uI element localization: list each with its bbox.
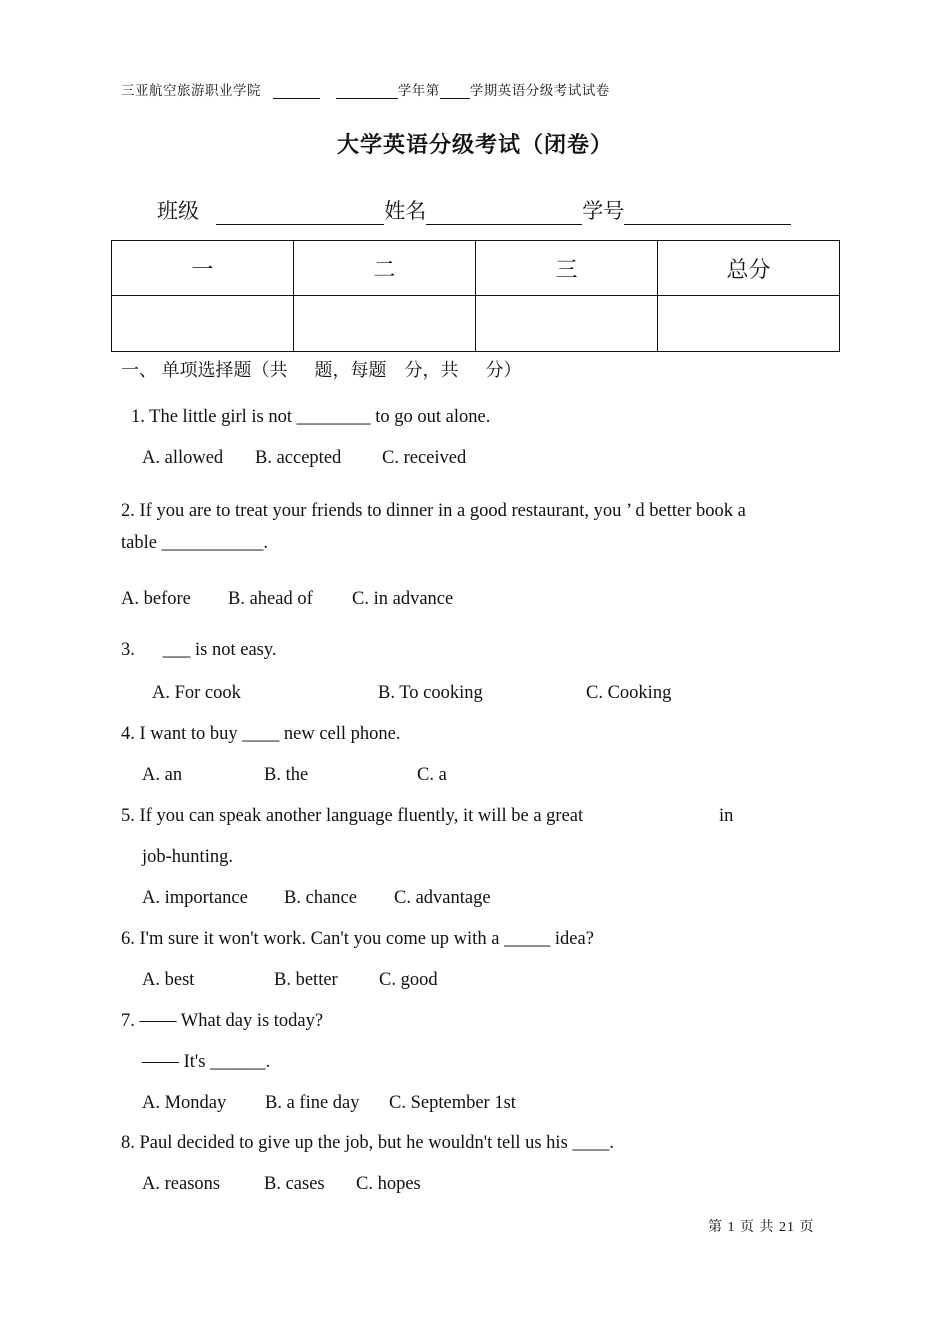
class-label: 班级 <box>157 199 199 223</box>
question-stem: 7. —— What day is today? <box>121 1011 324 1031</box>
question-option: A. before <box>121 589 191 609</box>
question-option: B. the <box>264 765 309 785</box>
year-suffix: 学年第 <box>397 83 440 98</box>
question-option: A. For cook <box>152 683 241 703</box>
score-value-cell[interactable] <box>112 296 294 352</box>
question-stem-continued: job-hunting. <box>142 847 233 867</box>
score-value-cell[interactable] <box>476 296 658 352</box>
question-option: A. Monday <box>142 1093 227 1113</box>
question-option: C. good <box>379 970 438 990</box>
score-table-value-row <box>112 296 840 352</box>
question-option: B. cases <box>264 1174 325 1194</box>
blank-line <box>273 84 320 99</box>
question-stem-tail: in <box>719 806 734 826</box>
score-header-cell: 二 <box>294 241 476 296</box>
question-option: C. received <box>382 448 467 468</box>
name-label: 姓名 <box>384 199 427 223</box>
score-table-header-row <box>112 241 840 296</box>
student-info <box>157 195 791 225</box>
question-option: B. better <box>274 970 338 990</box>
section-title: 一、 单项选择题（共 题，每题 分，共 分） <box>121 360 522 380</box>
question-option: B. chance <box>284 888 357 908</box>
question-option: C. Cooking <box>586 683 672 703</box>
question-option: B. accepted <box>255 448 342 468</box>
question-stem: 6. I'm sure it won't work. Can't you come up with a _____ idea? <box>121 929 594 949</box>
question-option: A. allowed <box>142 448 224 468</box>
question-stem: 2. If you are to treat your friends to dinner in a good restaurant, you ’ d better book a <box>121 501 746 521</box>
student-id-field[interactable] <box>624 200 791 225</box>
score-value-cell[interactable] <box>294 296 476 352</box>
exam-title: 大学英语分级考试（闭卷） <box>336 132 613 157</box>
question-stem: 8. Paul decided to give up the job, but he wouldn't tell us his ____. <box>121 1133 615 1153</box>
score-value-cell[interactable] <box>658 296 840 352</box>
name-field[interactable] <box>426 200 582 225</box>
school-name: 三亚航空旅游职业学院 <box>121 83 261 98</box>
term-suffix: 学期英语分级考试试卷 <box>469 83 610 98</box>
question-option: A. best <box>142 970 195 990</box>
question-stem: 3. ___ is not easy. <box>121 640 277 660</box>
score-header-cell: 总分 <box>658 241 840 296</box>
question-option: C. in advance <box>352 589 454 609</box>
question-option: B. To cooking <box>378 683 483 703</box>
question-stem: 1. The little girl is not ________ to go out alone. <box>131 407 491 427</box>
question-option: A. an <box>142 765 183 785</box>
question-option: C. a <box>417 765 447 785</box>
exam-header <box>121 79 610 99</box>
question-option: C. advantage <box>394 888 491 908</box>
score-header-cell: 一 <box>112 241 294 296</box>
score-header-cell: 三 <box>476 241 658 296</box>
question-option: B. ahead of <box>228 589 313 609</box>
question-option: A. importance <box>142 888 248 908</box>
id-label: 学号 <box>582 199 625 223</box>
score-table <box>111 240 840 352</box>
question-stem: 4. I want to buy ____ new cell phone. <box>121 724 401 744</box>
question-option: C. September 1st <box>389 1093 516 1113</box>
question-option: A. reasons <box>142 1174 221 1194</box>
term-blank <box>440 84 470 99</box>
question-stem: 5. If you can speak another language fluently, it will be a great <box>121 806 584 826</box>
year-blank <box>336 84 398 99</box>
class-field[interactable] <box>216 200 384 225</box>
page-number: 第 1 页 共 21 页 <box>708 1220 815 1235</box>
question-option: B. a fine day <box>265 1093 360 1113</box>
question-stem-continued: table ___________. <box>121 533 268 553</box>
question-stem-continued: —— It's ______. <box>142 1052 271 1072</box>
question-option: C. hopes <box>356 1174 421 1194</box>
